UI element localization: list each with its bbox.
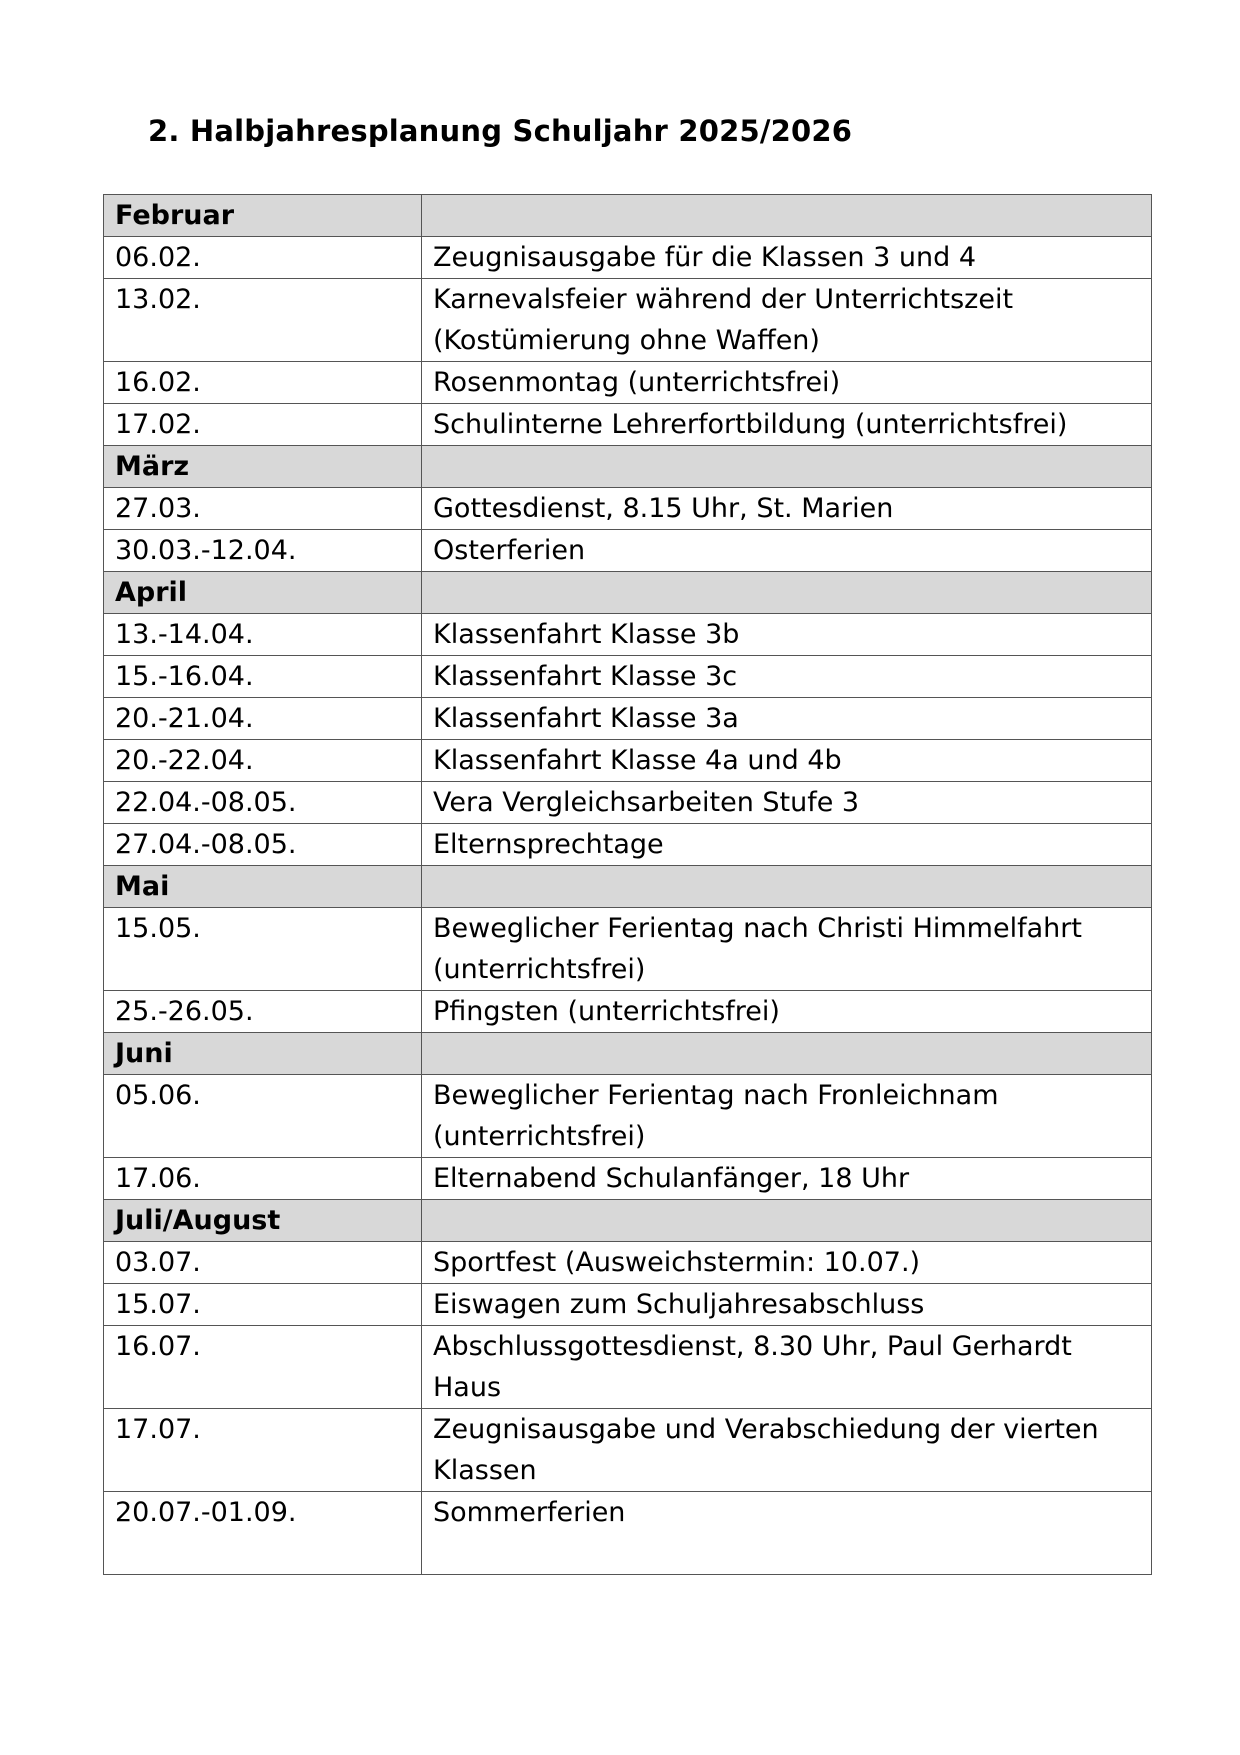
date-cell: 20.-22.04. bbox=[104, 740, 422, 782]
table-row bbox=[104, 1492, 1152, 1575]
event-cell: Vera Vergleichsarbeiten Stufe 3 bbox=[422, 782, 1152, 824]
date-cell: 20.-21.04. bbox=[104, 698, 422, 740]
event-cell: Klassenfahrt Klasse 3c bbox=[422, 656, 1152, 698]
month-row bbox=[104, 572, 1152, 614]
schedule-table bbox=[103, 194, 1152, 1575]
date-cell: 15.-16.04. bbox=[104, 656, 422, 698]
schedule-body bbox=[104, 195, 1152, 1575]
event-cell: Karnevalsfeier während der Unterrichtszeit (Kostümierung ohne Waffen) bbox=[422, 279, 1152, 362]
date-cell: 16.07. bbox=[104, 1326, 422, 1409]
event-cell: Abschlussgottesdienst, 8.30 Uhr, Paul Gerhardt Haus bbox=[422, 1326, 1152, 1409]
table-row bbox=[104, 991, 1152, 1033]
table-row bbox=[104, 362, 1152, 404]
month-empty-cell bbox=[422, 195, 1152, 237]
event-cell: Sportfest (Ausweichstermin: 10.07.) bbox=[422, 1242, 1152, 1284]
table-row bbox=[104, 824, 1152, 866]
month-label: Juni bbox=[104, 1033, 422, 1075]
month-empty-cell bbox=[422, 866, 1152, 908]
event-cell: Elternabend Schulanfänger, 18 Uhr bbox=[422, 1158, 1152, 1200]
date-cell: 17.06. bbox=[104, 1158, 422, 1200]
event-cell: Beweglicher Ferientag nach Christi Himmelfahrt (unterrichtsfrei) bbox=[422, 908, 1152, 991]
table-row bbox=[104, 908, 1152, 991]
event-cell: Osterferien bbox=[422, 530, 1152, 572]
page-title: 2. Halbjahresplanung Schuljahr 2025/2026 bbox=[148, 114, 853, 148]
table-row bbox=[104, 698, 1152, 740]
month-empty-cell bbox=[422, 572, 1152, 614]
month-row bbox=[104, 1033, 1152, 1075]
date-cell: 05.06. bbox=[104, 1075, 422, 1158]
event-cell: Sommerferien bbox=[422, 1492, 1152, 1575]
table-row bbox=[104, 614, 1152, 656]
date-cell: 22.04.-08.05. bbox=[104, 782, 422, 824]
month-label: März bbox=[104, 446, 422, 488]
table-row bbox=[104, 1158, 1152, 1200]
table-row bbox=[104, 404, 1152, 446]
event-cell: Zeugnisausgabe für die Klassen 3 und 4 bbox=[422, 237, 1152, 279]
month-row bbox=[104, 866, 1152, 908]
month-empty-cell bbox=[422, 1033, 1152, 1075]
date-cell: 17.02. bbox=[104, 404, 422, 446]
date-cell: 17.07. bbox=[104, 1409, 422, 1492]
date-cell: 15.05. bbox=[104, 908, 422, 991]
event-cell: Eiswagen zum Schuljahresabschluss bbox=[422, 1284, 1152, 1326]
table-row bbox=[104, 1075, 1152, 1158]
table-row bbox=[104, 656, 1152, 698]
table-row bbox=[104, 782, 1152, 824]
table-row bbox=[104, 488, 1152, 530]
date-cell: 16.02. bbox=[104, 362, 422, 404]
month-label: April bbox=[104, 572, 422, 614]
event-cell: Klassenfahrt Klasse 3a bbox=[422, 698, 1152, 740]
month-empty-cell bbox=[422, 1200, 1152, 1242]
event-cell: Zeugnisausgabe und Verabschiedung der vierten Klassen bbox=[422, 1409, 1152, 1492]
date-cell: 20.07.-01.09. bbox=[104, 1492, 422, 1575]
event-cell: Beweglicher Ferientag nach Fronleichnam (unterrichtsfrei) bbox=[422, 1075, 1152, 1158]
date-cell: 30.03.-12.04. bbox=[104, 530, 422, 572]
table-row bbox=[104, 1284, 1152, 1326]
date-cell: 25.-26.05. bbox=[104, 991, 422, 1033]
month-label: Februar bbox=[104, 195, 422, 237]
date-cell: 03.07. bbox=[104, 1242, 422, 1284]
event-cell: Schulinterne Lehrerfortbildung (unterrichtsfrei) bbox=[422, 404, 1152, 446]
event-cell: Elternsprechtage bbox=[422, 824, 1152, 866]
month-row bbox=[104, 446, 1152, 488]
month-row bbox=[104, 195, 1152, 237]
date-cell: 13.02. bbox=[104, 279, 422, 362]
month-label: Mai bbox=[104, 866, 422, 908]
event-cell: Klassenfahrt Klasse 3b bbox=[422, 614, 1152, 656]
date-cell: 06.02. bbox=[104, 237, 422, 279]
date-cell: 27.04.-08.05. bbox=[104, 824, 422, 866]
table-row bbox=[104, 740, 1152, 782]
table-row bbox=[104, 237, 1152, 279]
event-cell: Klassenfahrt Klasse 4a und 4b bbox=[422, 740, 1152, 782]
table-row bbox=[104, 279, 1152, 362]
month-empty-cell bbox=[422, 446, 1152, 488]
date-cell: 27.03. bbox=[104, 488, 422, 530]
event-cell: Rosenmontag (unterrichtsfrei) bbox=[422, 362, 1152, 404]
table-row bbox=[104, 530, 1152, 572]
table-row bbox=[104, 1409, 1152, 1492]
event-cell: Gottesdienst, 8.15 Uhr, St. Marien bbox=[422, 488, 1152, 530]
table-row bbox=[104, 1242, 1152, 1284]
month-row bbox=[104, 1200, 1152, 1242]
table-row bbox=[104, 1326, 1152, 1409]
date-cell: 15.07. bbox=[104, 1284, 422, 1326]
date-cell: 13.-14.04. bbox=[104, 614, 422, 656]
event-cell: Pfingsten (unterrichtsfrei) bbox=[422, 991, 1152, 1033]
month-label: Juli/August bbox=[104, 1200, 422, 1242]
